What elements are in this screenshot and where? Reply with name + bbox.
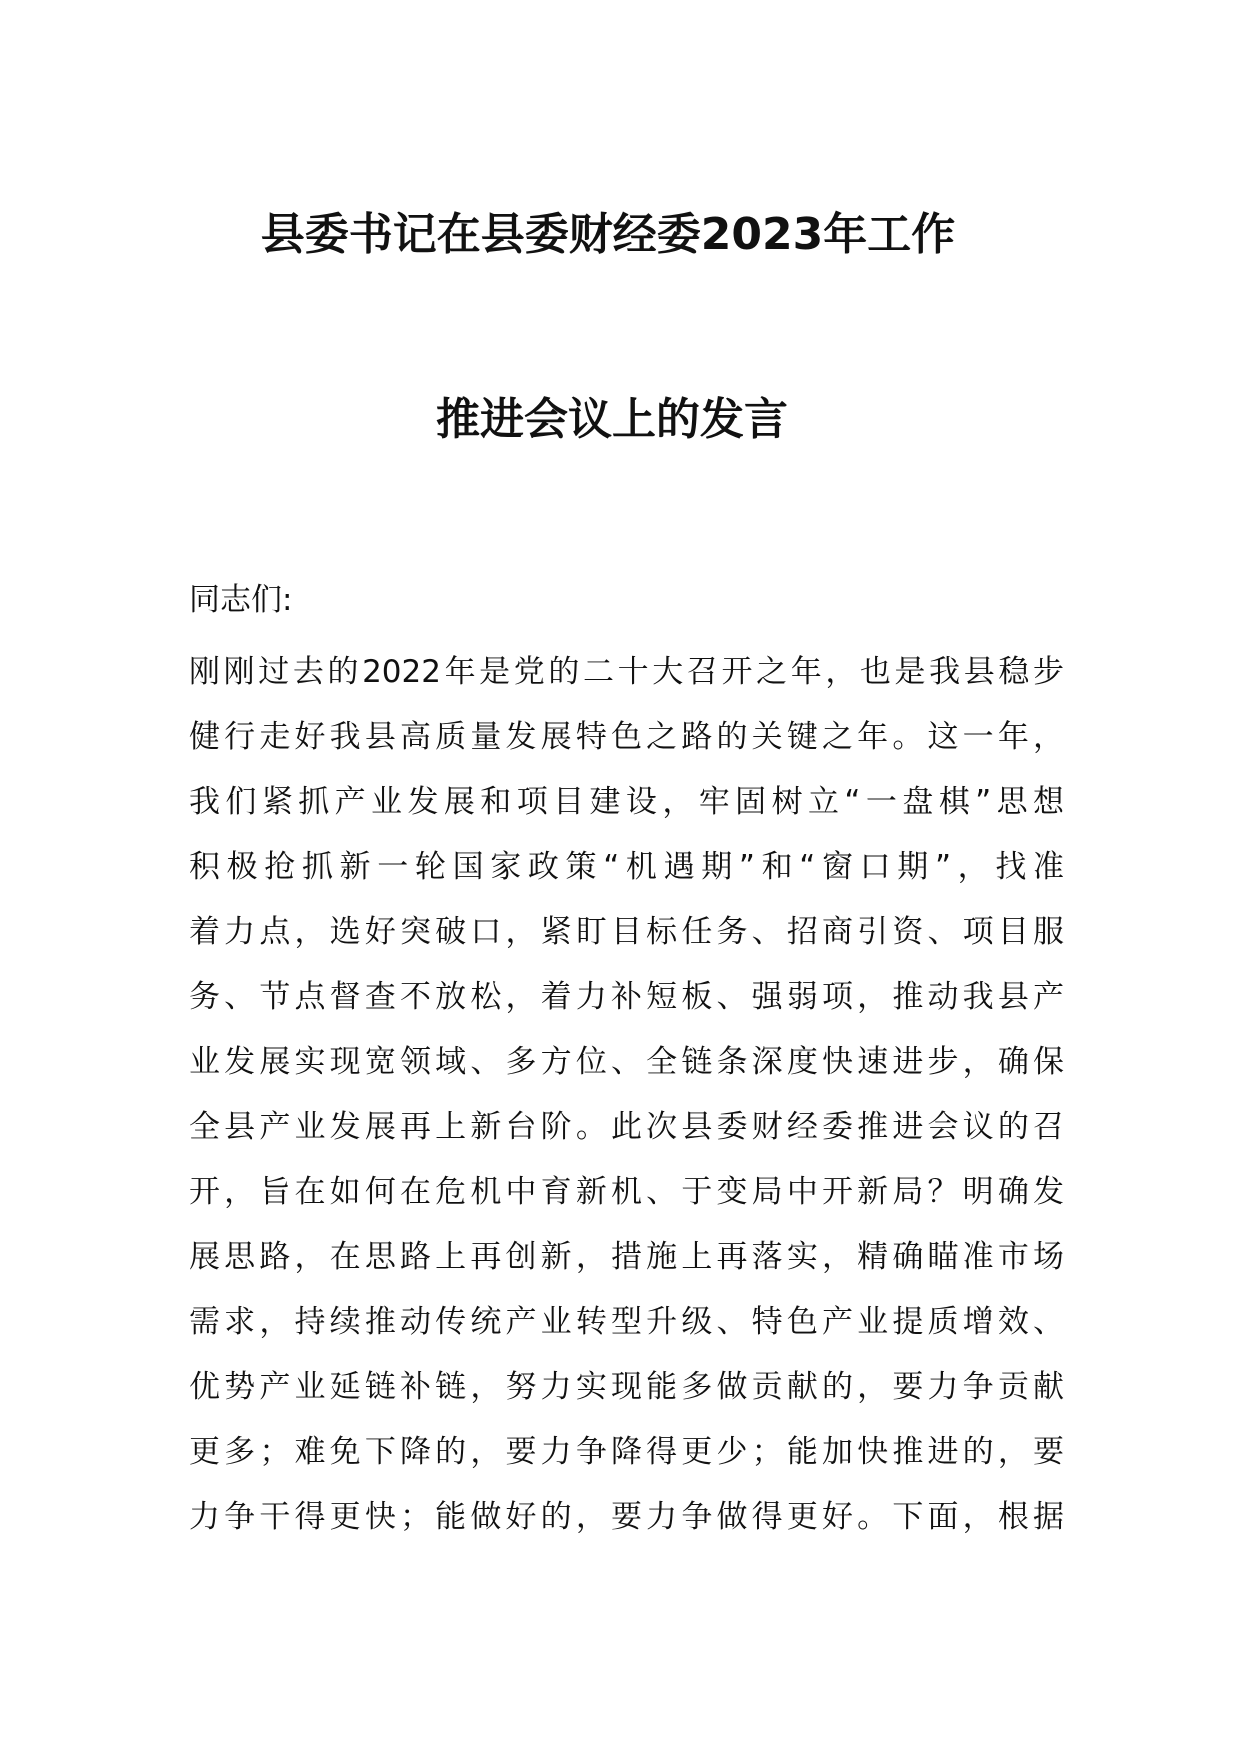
body-line: 更多；难免下降的，要力争降得更少；能加快推进的，要	[189, 1434, 1064, 1470]
body-line: 力争干得更快；能做好的，要力争做得更好。下面，根据	[189, 1499, 1064, 1535]
body-line: 着力点，选好突破口，紧盯目标任务、招商引资、项目服	[189, 914, 1064, 950]
body-line: 优势产业延链补链，努力实现能多做贡献的，要力争贡献	[189, 1369, 1064, 1405]
body-line: 务、节点督查不放松，着力补短板、强弱项，推动我县产	[189, 979, 1064, 1015]
salutation: 同志们:	[189, 582, 293, 618]
body-line: 展思路，在思路上再创新，措施上再落实，精确瞄准市场	[189, 1239, 1064, 1275]
body-line: 需求，持续推动传统产业转型升级、特色产业提质增效、	[189, 1304, 1064, 1340]
body-paragraph	[189, 640, 1064, 1550]
body-line: 刚刚过去的2022年是党的二十大召开之年，也是我县稳步	[189, 654, 1064, 690]
document-title-line-1: 县委书记在县委财经委2023年工作	[260, 209, 956, 260]
body-line: 全县产业发展再上新台阶。此次县委财经委推进会议的召	[189, 1109, 1064, 1145]
body-line: 积极抢抓新一轮国家政策“机遇期”和“窗口期”，找准	[189, 849, 1064, 885]
body-line: 健行走好我县高质量发展特色之路的关键之年。这一年，	[189, 719, 1064, 755]
document-title-line-2: 推进会议上的发言	[436, 394, 788, 445]
body-line: 我们紧抓产业发展和项目建设，牢固树立“一盘棋”思想	[189, 784, 1064, 820]
body-line: 业发展实现宽领域、多方位、全链条深度快速进步，确保	[189, 1044, 1064, 1080]
body-line: 开，旨在如何在危机中育新机、于变局中开新局？明确发	[189, 1174, 1064, 1210]
